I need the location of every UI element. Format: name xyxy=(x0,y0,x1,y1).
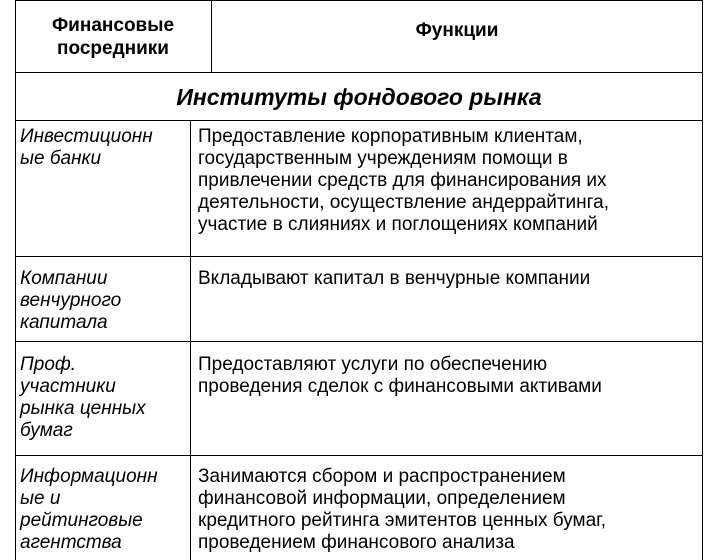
row-function-professional-participants: Предоставляют услуги по обеспечению проведения сделок с финансовыми активами xyxy=(198,354,602,397)
row-name-investment-banks: Инвестиционн ые банки xyxy=(20,126,153,169)
section-title: Институты фондового рынка xyxy=(176,84,542,110)
row-function-information-agencies: Занимаются сбором и распространением финансовой информации, определением кредитного рейтинга эмитентов ценных бумаг, проведением финансового анализа xyxy=(198,466,607,553)
body-column-divider-1 xyxy=(190,120,191,256)
row-1-bottom-border xyxy=(15,256,703,257)
row-name-professional-participants: Проф. участники рынка ценных бумаг xyxy=(20,354,146,441)
row-function-investment-banks: Предоставление корпоративным клиентам, государственным учреждениям помощи в привлечении средств для финансирования их деятельности, осуществление андеррайтинга, участие в слияниях и поглощениях компаний xyxy=(198,126,609,235)
header-financial-intermediaries: Финансовые посредники xyxy=(51,15,175,59)
table-border-top xyxy=(15,0,703,1)
table-border-right xyxy=(702,0,703,560)
table-border-left xyxy=(15,0,16,560)
row-function-venture-capital: Вкладывают капитал в венчурные компании xyxy=(198,268,591,289)
row-3-bottom-border xyxy=(15,455,703,456)
body-column-divider-2 xyxy=(190,256,191,560)
institutions-table xyxy=(15,0,703,560)
header-bottom-border xyxy=(15,72,703,73)
row-2-bottom-border xyxy=(15,341,703,342)
row-name-venture-capital: Компании венчурного капитала xyxy=(20,268,122,333)
header-functions: Функции xyxy=(415,20,499,41)
row-name-information-agencies: Информационн ые и рейтинговые агентства xyxy=(20,466,158,553)
section-bottom-border xyxy=(15,120,703,121)
